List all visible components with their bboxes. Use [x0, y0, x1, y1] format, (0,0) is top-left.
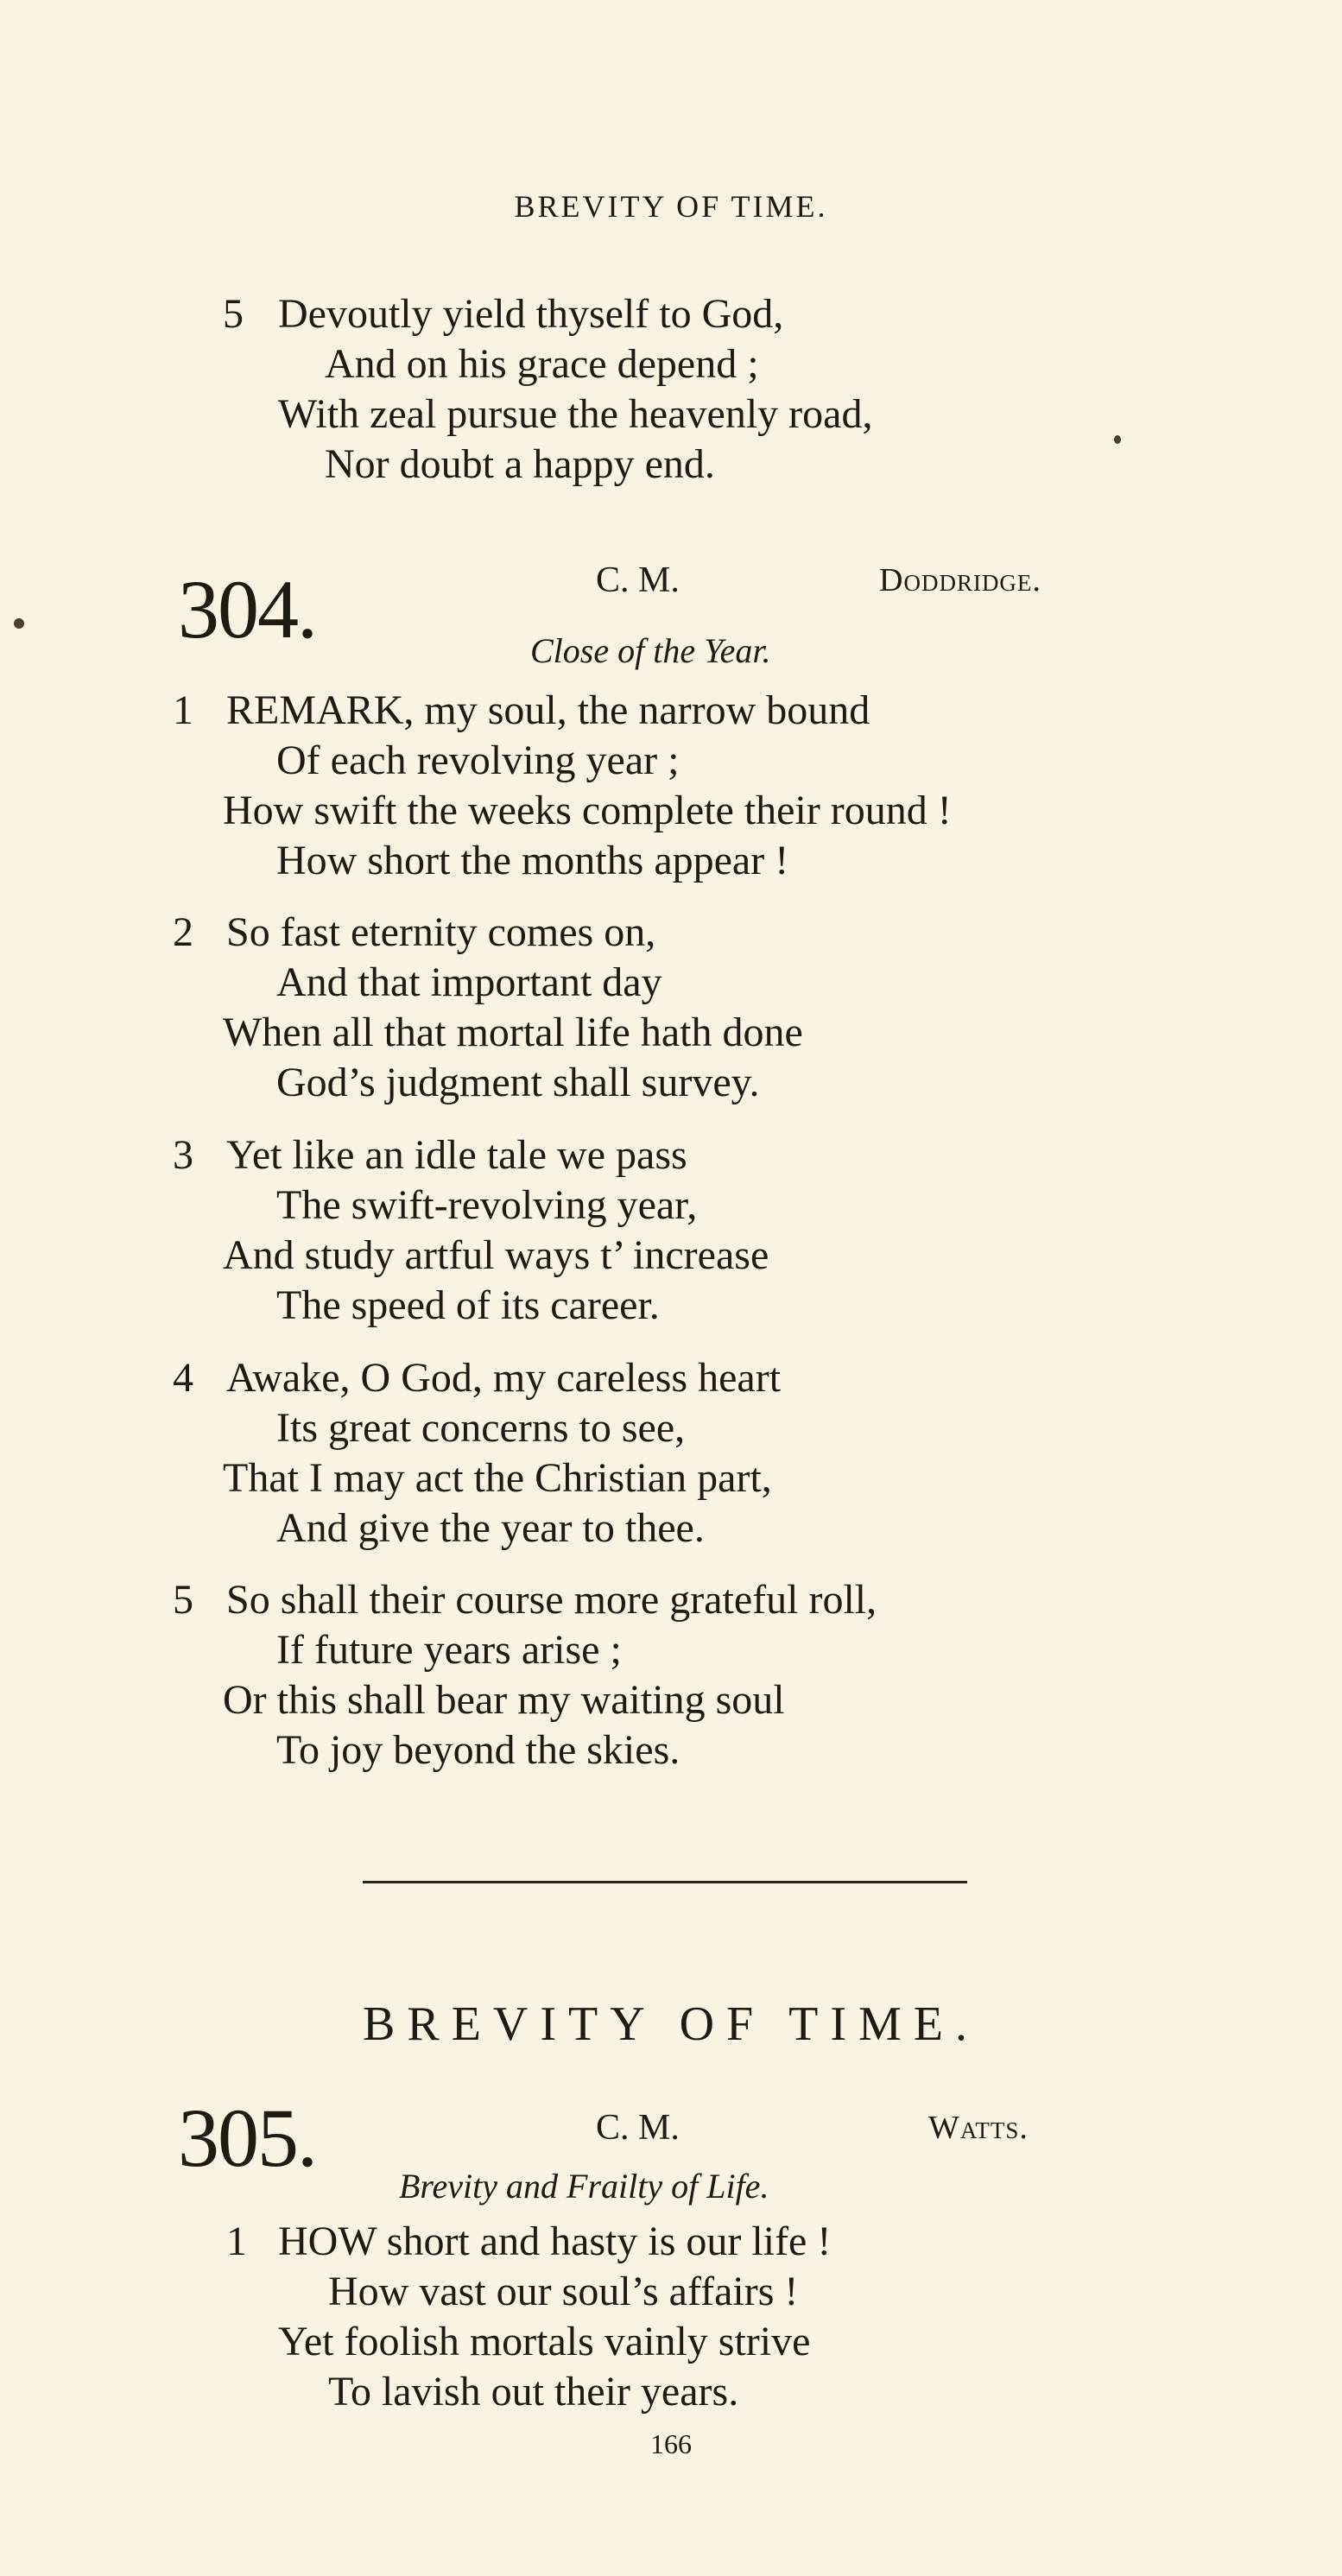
hymn-subtitle: Brevity and Frailty of Life. [399, 2167, 769, 2206]
verse-number: 3 [173, 1132, 193, 1178]
page-number: 166 [650, 2428, 692, 2459]
verse-line: To lavish out their years. [328, 2369, 739, 2415]
ink-speck [14, 618, 24, 629]
hymn-number: 304. [178, 563, 316, 655]
verse-number: 1 [173, 687, 193, 733]
verse-line: That I may act the Christian part, [223, 1455, 772, 1501]
verse-number: 4 [173, 1355, 193, 1401]
verse-line: Yet foolish mortals vainly strive [278, 2319, 811, 2364]
hymn-author: Doddridge. [879, 562, 1041, 598]
verse-line: Its great concerns to see, [276, 1405, 686, 1451]
verse-line: And study artful ways t’ increase [223, 1232, 769, 1278]
verse-number: 1 [226, 2218, 247, 2264]
verse-line: Or this shall bear my waiting soul [223, 1677, 785, 1723]
section-divider [363, 1881, 967, 1883]
verse-line: And that important day [276, 959, 662, 1005]
verse-line: God’s judgment shall survey. [276, 1060, 760, 1105]
verse-line: The swift-revolving year, [276, 1182, 698, 1228]
hymn-author: Watts. [928, 2110, 1029, 2146]
verse-number: 5 [173, 1577, 193, 1623]
verse-line: Devoutly yield thyself to God, [278, 291, 784, 337]
hymn-number: 305. [178, 2092, 316, 2184]
verse-line: And give the year to thee. [276, 1505, 705, 1551]
verse-line: HOW short and hasty is our life ! [278, 2218, 832, 2264]
verse-number: 2 [173, 909, 193, 955]
verse-line: So shall their course more grateful roll, [226, 1577, 877, 1623]
hymn-meter: C. M. [596, 560, 680, 600]
verse-line: Yet like an idle tale we pass [226, 1132, 687, 1178]
verse-line: And on his grace depend ; [325, 341, 759, 387]
verse-line: How swift the weeks complete their round ! [223, 788, 952, 833]
verse-line: Of each revolving year ; [276, 737, 680, 783]
verse-line: Awake, O God, my careless heart [226, 1355, 782, 1401]
verse-line: How short the months appear ! [276, 838, 789, 883]
hymn-subtitle: Close of the Year. [530, 631, 771, 670]
verse-line: Nor doubt a happy end. [325, 441, 715, 487]
verse-line: When all that mortal life hath done [223, 1010, 803, 1055]
verse-number: 5 [223, 291, 244, 337]
running-head: BREVITY OF TIME. [514, 189, 828, 224]
verse-line: With zeal pursue the heavenly road, [278, 391, 873, 437]
verse-line: So fast eternity comes on, [226, 909, 656, 955]
section-title: BREVITY OF TIME. [363, 1997, 979, 2051]
verse-line: If future years arise ; [276, 1627, 622, 1673]
hymn-meter: C. M. [596, 2108, 680, 2148]
verse-line: REMARK, my soul, the narrow bound [226, 687, 870, 733]
verse-line: To joy beyond the skies. [276, 1727, 680, 1773]
verse-line: How vast our soul’s affairs ! [328, 2269, 799, 2314]
verse-line: The speed of its career. [276, 1282, 660, 1328]
ink-speck [1114, 435, 1121, 444]
